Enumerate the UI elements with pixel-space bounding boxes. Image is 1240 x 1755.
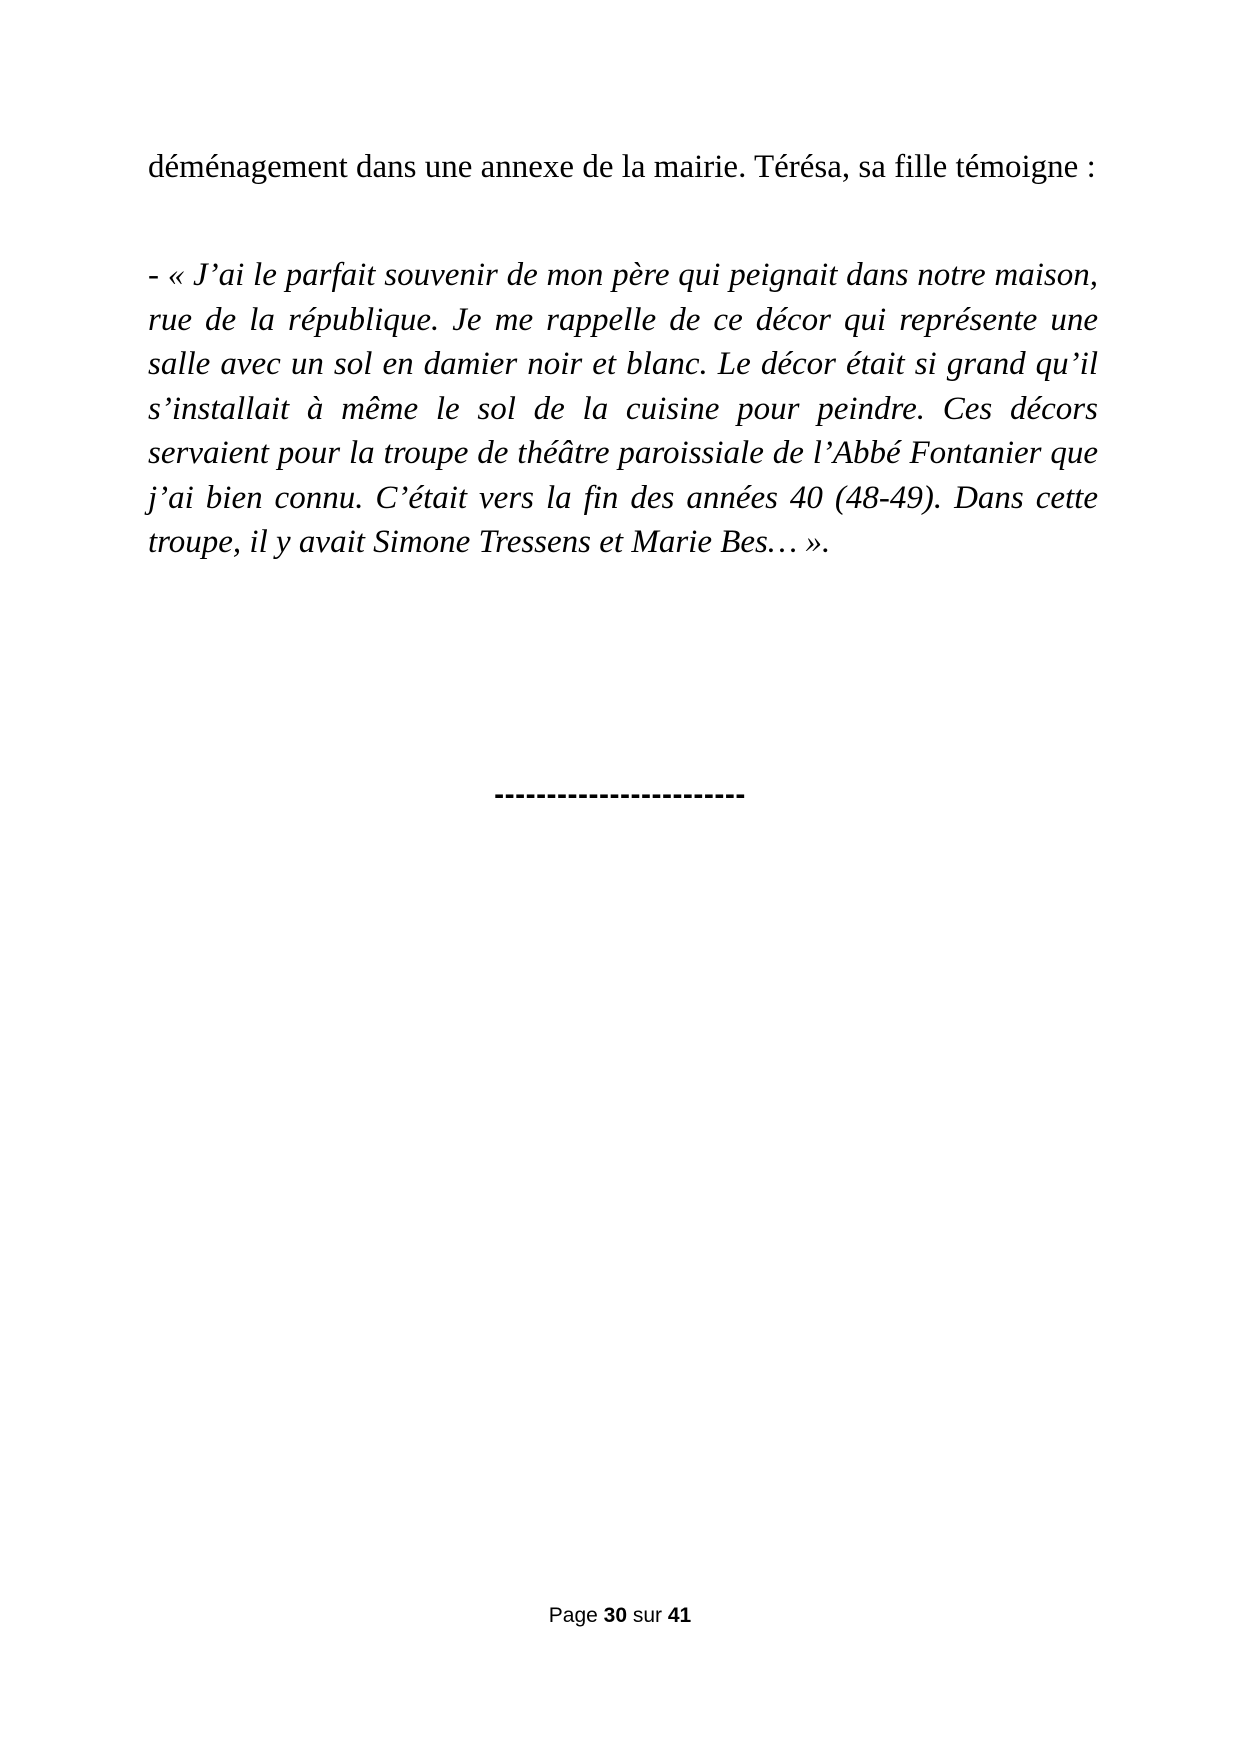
section-separator: ------------------------ — [494, 778, 746, 811]
footer-prefix: Page — [548, 1604, 604, 1627]
intro-paragraph: déménagement dans une annexe de la mairie. Térésa, sa fille témoigne : — [148, 149, 1096, 185]
footer-middle: sur — [627, 1604, 668, 1627]
current-page-number: 30 — [603, 1604, 628, 1627]
testimony-quote: - « J’ai le parfait souvenir de mon père qui peignait dans notre maison, rue de la république. Je me rappelle de ce décor qui représente une salle avec un sol en damier noir et blanc. Le décor était si grand qu’il s’installait à même le sol de la cuisine pour peindre. Ces décors servaient pour la troupe de théâtre paroissiale de l’Abbé Fontanier que j’ai bien connu. C’était vers la fin des années 40 (48-49). Dans cette troupe, il y avait Simone Tressens et Marie Bes… ». — [148, 257, 1098, 560]
total-pages-number: 41 — [667, 1604, 692, 1627]
page-footer — [0, 1602, 1240, 1630]
